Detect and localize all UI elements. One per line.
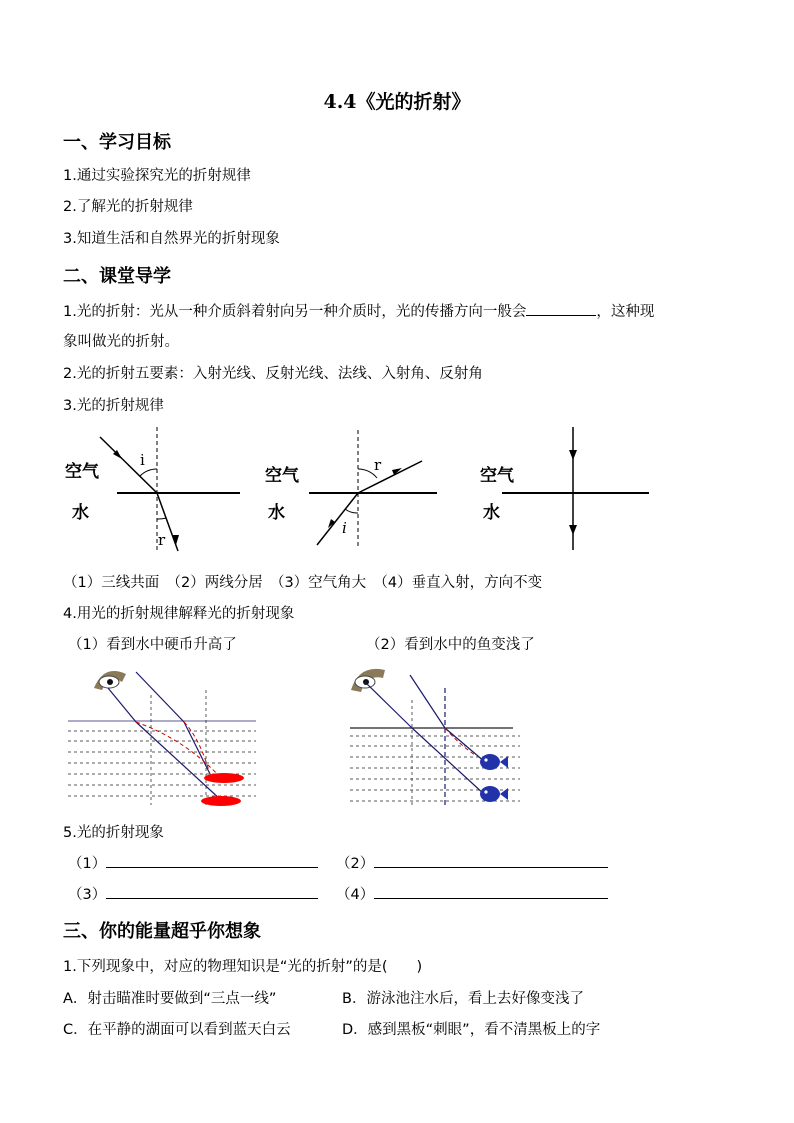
answer-blank[interactable] bbox=[526, 301, 596, 316]
air-label: 空气 bbox=[265, 466, 299, 486]
phenomenon-row-1 bbox=[68, 852, 318, 873]
answer-blank[interactable] bbox=[374, 884, 608, 899]
phenomenon-number: （2） bbox=[336, 856, 375, 872]
water-lines bbox=[68, 731, 256, 796]
sight-ray bbox=[410, 675, 445, 728]
arrow-icon bbox=[569, 525, 577, 535]
coin bbox=[201, 796, 241, 806]
coin-elevation-diagram bbox=[66, 660, 261, 810]
phenomenon-number: （4） bbox=[336, 887, 375, 903]
question-4-sub-2: （2）看到水中的鱼变浅了 bbox=[366, 637, 535, 653]
section-heading-guide: 二、课堂导学 bbox=[63, 266, 171, 287]
section-heading-goals: 一、学习目标 bbox=[63, 132, 171, 153]
virtual-coin-image bbox=[204, 773, 244, 783]
phenomenon-row-3 bbox=[68, 883, 318, 904]
answer-blank[interactable] bbox=[106, 884, 318, 899]
eye-icon bbox=[94, 671, 126, 690]
refracted-ray bbox=[412, 728, 485, 795]
question-4-sub-1: （1）看到水中硬币升高了 bbox=[68, 637, 237, 653]
angle-arc bbox=[345, 509, 358, 513]
refracted-ray bbox=[136, 722, 221, 800]
question-4: 4.用光的折射规律解释光的折射现象 bbox=[63, 606, 295, 622]
refraction-diagram-perpendicular bbox=[477, 425, 657, 555]
section-heading-practice: 三、你的能量超乎你想象 bbox=[63, 921, 261, 942]
question-3: 3.光的折射规律 bbox=[63, 398, 164, 414]
phenomenon-number: （3） bbox=[68, 887, 107, 903]
fish-shallower-diagram bbox=[345, 660, 525, 810]
question-2: 2.光的折射五要素：入射光线、反射光线、法线、入射角、反射角 bbox=[63, 366, 483, 382]
incident-ray bbox=[100, 437, 157, 493]
answer-blank[interactable] bbox=[374, 853, 608, 868]
angle-arc bbox=[140, 469, 157, 476]
phenomenon-row-2 bbox=[336, 852, 608, 873]
question-1-line2: 象叫做光的折射。 bbox=[63, 334, 179, 350]
angle-i-label: i bbox=[140, 451, 145, 469]
answer-blank[interactable] bbox=[106, 853, 318, 868]
angle-r-label: r bbox=[374, 456, 382, 474]
refraction-diagram-water-to-air bbox=[262, 425, 442, 555]
goal-item-1: 1.通过实验探究光的折射规律 bbox=[63, 168, 251, 184]
question-1-text: 1.光的折射：光从一种介质斜着射向另一种介质时，光的传播方向一般会 bbox=[63, 304, 527, 320]
air-label: 空气 bbox=[65, 462, 99, 482]
goal-item-3: 3.知道生活和自然界光的折射现象 bbox=[63, 231, 280, 247]
sight-ray bbox=[365, 682, 412, 728]
water-label: 水 bbox=[268, 503, 285, 523]
fish-icon bbox=[480, 786, 508, 802]
phenomenon-row-4 bbox=[336, 883, 608, 904]
refraction-diagram-air-to-water bbox=[60, 425, 245, 555]
option-b[interactable]: B．游泳池注水后，看上去好像变浅了 bbox=[342, 991, 584, 1007]
arrow-icon bbox=[569, 450, 577, 460]
question-1-text-end: ，这种现 bbox=[596, 304, 655, 320]
sight-ray bbox=[136, 672, 184, 722]
angle-i-label: i bbox=[342, 519, 347, 537]
page-title: 4.4《光的折射》 bbox=[323, 91, 471, 113]
phenomenon-number: （1） bbox=[68, 856, 107, 872]
water-label: 水 bbox=[483, 503, 500, 523]
air-label: 空气 bbox=[480, 466, 514, 486]
angle-r-label: r bbox=[158, 531, 166, 549]
refraction-rules: （1）三线共面 （2）两线分居 （3）空气角大 （4）垂直入射，方向不变 bbox=[63, 575, 543, 591]
eye-icon bbox=[351, 669, 385, 692]
goal-item-2: 2.了解光的折射规律 bbox=[63, 199, 193, 215]
question-5: 5.光的折射现象 bbox=[63, 825, 164, 841]
option-a[interactable]: A．射击瞄准时要做到“三点一线” bbox=[63, 991, 277, 1007]
practice-question-1: 1.下列现象中，对应的物理知识是“光的折射”的是( ) bbox=[63, 959, 423, 975]
option-c[interactable]: C．在平静的湖面可以看到蓝天白云 bbox=[63, 1022, 291, 1038]
option-d[interactable]: D．感到黑板“刺眼”，看不清黑板上的字 bbox=[342, 1022, 601, 1038]
angle-arc bbox=[157, 518, 166, 519]
water-label: 水 bbox=[72, 503, 89, 523]
refracted-ray bbox=[358, 461, 422, 493]
incident-ray bbox=[317, 493, 358, 545]
question-1 bbox=[63, 300, 654, 321]
arrow-icon bbox=[172, 535, 179, 545]
sight-ray bbox=[108, 688, 136, 722]
fish-image-icon bbox=[480, 754, 508, 770]
